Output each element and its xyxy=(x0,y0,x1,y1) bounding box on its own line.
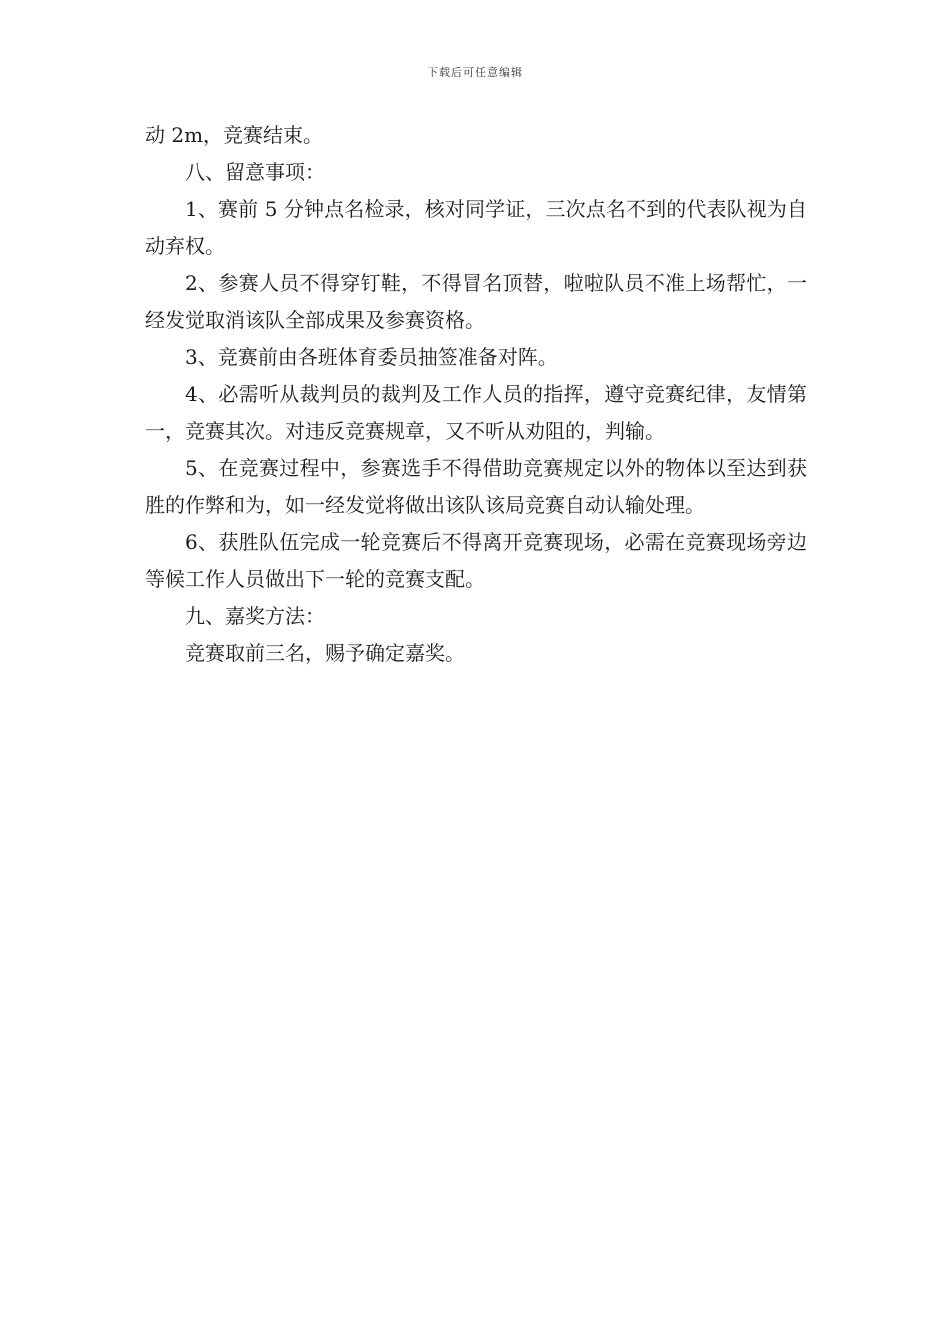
page-header: 下载后可任意编辑 xyxy=(427,66,523,79)
paragraph-note-5: 5、在竞赛过程中，参赛选手不得借助竞赛规定以外的物体以至达到获胜的作弊和为，如一经发觉将做出该队该局竞赛自动认输处理。 xyxy=(145,456,807,517)
paragraph-awards: 竞赛取前三名，赐予确定嘉奖。 xyxy=(185,641,465,665)
section-heading-awards: 九、嘉奖方法： xyxy=(185,604,325,628)
section-heading-notes: 八、留意事项： xyxy=(185,160,325,184)
paragraph-note-2: 2、参赛人员不得穿钉鞋，不得冒名顶替，啦啦队员不准上场帮忙，一经发觉取消该队全部成果及参赛资格。 xyxy=(145,271,807,332)
document-body xyxy=(145,117,807,672)
paragraph-note-6: 6、获胜队伍完成一轮竞赛后不得离开竞赛现场，必需在竞赛现场旁边等候工作人员做出下一轮的竞赛支配。 xyxy=(145,530,807,591)
paragraph-note-1: 1、赛前 5 分钟点名检录，核对同学证，三次点名不到的代表队视为自动弃权。 xyxy=(145,197,807,258)
paragraph-continuation: 动 2m，竞赛结束。 xyxy=(145,123,324,147)
paragraph-note-4: 4、必需听从裁判员的裁判及工作人员的指挥，遵守竞赛纪律，友情第一，竞赛其次。对违反竞赛规章，又不听从劝阻的，判输。 xyxy=(145,382,807,443)
paragraph-note-3: 3、竞赛前由各班体育委员抽签准备对阵。 xyxy=(185,345,558,369)
